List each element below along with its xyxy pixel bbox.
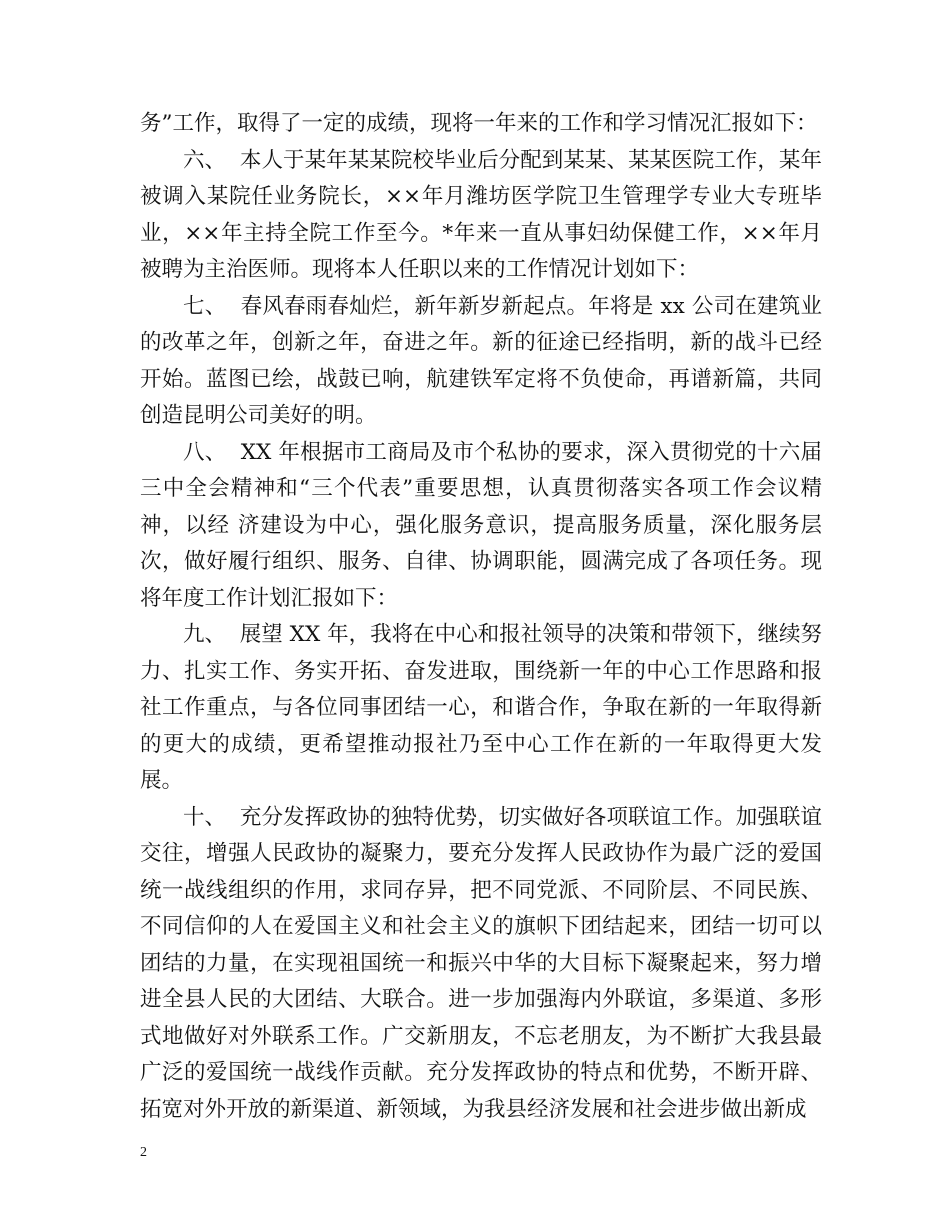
- body-text: [140, 106, 822, 1128]
- paragraph-text: 务”工作，取得了一定的成绩，现将一年来的工作和学习情况汇报如下：: [140, 111, 818, 136]
- paragraph-number: 九、: [183, 622, 227, 647]
- paragraph-continued: [140, 106, 822, 143]
- paragraph-number: 六、: [183, 147, 227, 173]
- paragraph-ten: [140, 800, 822, 1129]
- paragraph-number: 十、: [183, 804, 227, 830]
- paragraph-number: 七、: [183, 293, 227, 319]
- paragraph-text: 春风春雨春灿烂，新年新岁新起点。年将是 xx 公司在建筑业的改革之年，创新之年，奋进之年。新的征途已经指明，新的战斗已经开始。蓝图已绘，战鼓已响，航建铁军定将不负使命，再谱新篇，共同创造昆明公司美好的明。: [140, 293, 823, 428]
- paragraph-text: 本人于某年某某院校毕业后分配到某某、某某医院工作，某年被调入某院任业务院长，××年月潍坊医学院卫生管理学专业大专班毕业，××年主持全院工作至今。*年来一直从事妇幼保健工作，××年月被聘为主治医师。现将本人任职以来的工作情况计划如下：: [140, 147, 822, 282]
- paragraph-text: XX 年根据市工商局及市个私协的要求，深入贯彻党的十六届三中全会精神和“三个代表”重要思想，认真贯彻落实各项工作会议精神，以经 济建设为中心，强化服务意识，提高服务质量，深化服务层次，做好履行组织、服务、自律、协调职能，圆满完成了各项任务。现将年度工作计划汇报如下：: [140, 439, 822, 611]
- paragraph-seven: [140, 289, 822, 435]
- paragraph-number: 八、: [183, 439, 227, 465]
- paragraph-text: 充分发挥政协的独特优势，切实做好各项联谊工作。加强联谊交往，增强人民政协的凝聚力，要充分发挥人民政协作为最广泛的爱国统一战线组织的作用，求同存异，把不同党派、不同阶层、不同民族、不同信仰的人在爱国主义和社会主义的旗帜下团结起来，团结一切可以团结的力量，在实现祖国统一和振兴中华的大目标下凝聚起来，努力增进全县人民的大团结、大联合。进一步加强海内外联谊，多渠道、多形式地做好对外联系工作。广交新朋友，不忘老朋友，为不断扩大我县最广泛的爱国统一战线作贡献。充分发挥政协的特点和优势，不断开辟、拓宽对外开放的新渠道、新领域，为我县经济发展和社会进步做出新成: [140, 804, 822, 1122]
- paragraph-eight: [140, 435, 822, 618]
- paragraph-text: 展望 XX 年，我将在中心和报社领导的决策和带领下，继续努力、扎实工作、务实开拓、奋发进取，围绕新一年的中心工作思路和报社工作重点，与各位同事团结一心，和谐合作，争取在新的一年取得新的更大的成绩，更希望推动报社乃至中心工作在新的一年取得更大发展。: [140, 622, 822, 793]
- paragraph-nine: [140, 617, 822, 800]
- page-number: 2: [140, 1145, 147, 1160]
- paragraph-six: [140, 143, 822, 289]
